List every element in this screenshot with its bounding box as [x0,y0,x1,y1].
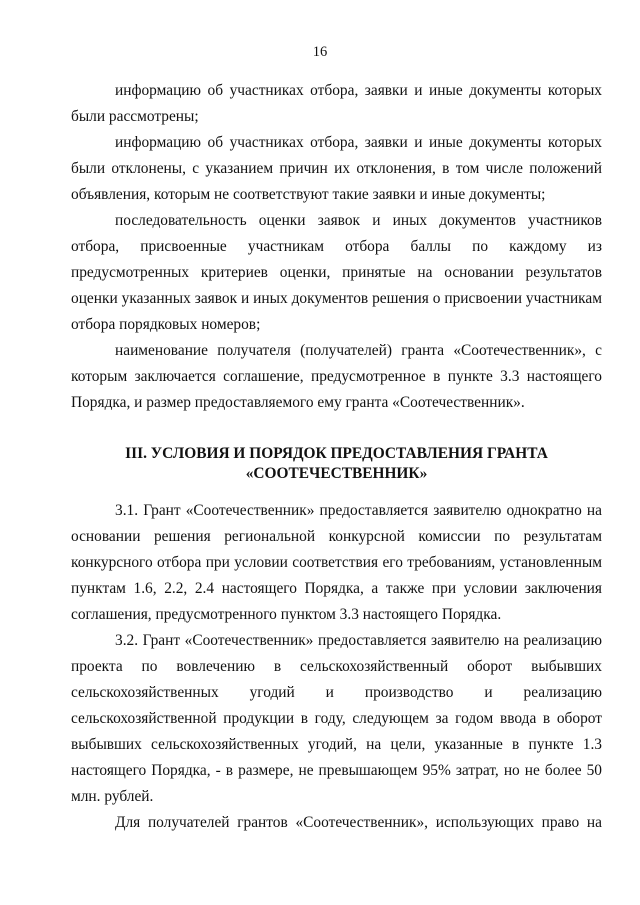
paragraph: 3.1. Грант «Соотечественник» предоставляется заявителю однократно на основании решения региональной конкурсной комиссии по результатам конкурсного отбора при условии соответствия его требованиям, установленным пунктам 1.6, 2.2, 2.4 настоящего Порядка, а также при условии заключения соглашения, предусмотренного пунктом 3.3 настоящего Порядка. [71,502,602,623]
section-heading [71,444,602,484]
section-heading-line1: III. УСЛОВИЯ И ПОРЯДОК ПРЕДОСТАВЛЕНИЯ ГРАНТА [125,445,548,462]
paragraph: Для получателей грантов «Соотечественник», использующих право на [115,814,602,831]
section-heading-line2: «СООТЕЧЕСТВЕННИК» [245,465,428,482]
paragraph: информацию об участниках отбора, заявки и иные документы которых были отклонены, с указанием причин их отклонения, в том числе положений объявления, которым не соответствуют такие заявки и иные документы; [71,134,602,203]
paragraph: наименование получателя (получателей) гранта «Соотечественник», с которым заключается соглашение, предусмотренное в пункте 3.3 настоящего Порядка, и размер предоставляемого ему гранта «Соотечественник». [71,342,602,411]
document-body [71,78,602,836]
paragraph: 3.2. Грант «Соотечественник» предоставляется заявителю на реализацию проекта по вовлечению в сельскохозяйственный оборот выбывших сельскохозяйственных угодий и производство и реализацию сельскохозяйственной продукции в году, следующем за годом ввода в оборот выбывших сельскохозяйственных угодий, на цели, указанные в пункте 1.3 настоящего Порядка, - в размере, не превышающем 95% затрат, но не более 50 млн. рублей. [71,632,602,805]
paragraph: информацию об участниках отбора, заявки и иные документы которых были рассмотрены; [71,82,602,125]
paragraph: последовательность оценки заявок и иных документов участников отбора, присвоенные участникам отбора баллы по каждому из предусмотренных критериев оценки, принятые на основании результатов оценки указанных заявок и иных документов решения о присвоении участникам отбора порядковых номеров; [71,212,602,333]
page-number: 16 [312,44,328,60]
